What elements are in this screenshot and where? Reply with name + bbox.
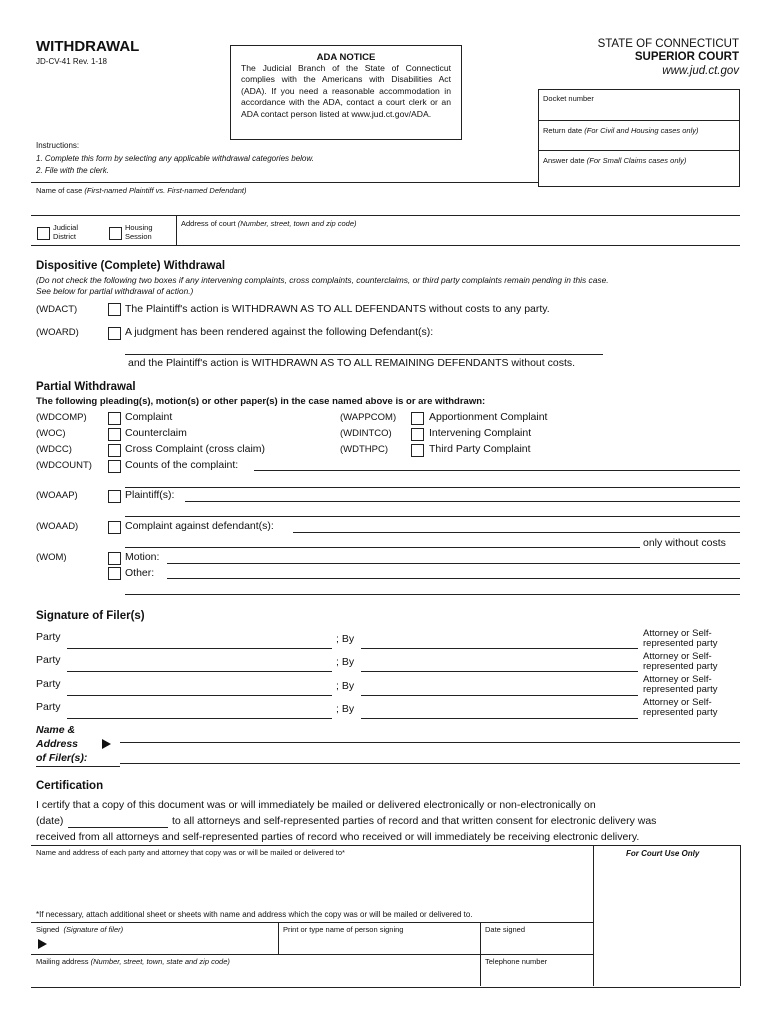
other-input[interactable]: [167, 566, 740, 579]
court-address-field[interactable]: [181, 219, 357, 228]
wdcomp-code: (WDCOMP): [36, 412, 87, 423]
party-label: Party: [36, 631, 61, 643]
state-name: STATE OF CONNECTICUT: [597, 38, 739, 50]
plaintiffs-input[interactable]: [185, 489, 740, 502]
wappcom-checkbox[interactable]: [411, 412, 424, 425]
partial-heading: Partial Withdrawal: [36, 381, 136, 393]
motion-input[interactable]: [167, 551, 740, 564]
filer-name-address-input-line-2[interactable]: [120, 751, 740, 764]
wom-code: (WOM): [36, 552, 67, 563]
housing-session-checkbox[interactable]: [109, 227, 122, 240]
certification-heading: Certification: [36, 780, 104, 792]
certification-date-input[interactable]: [68, 815, 168, 828]
wappcom-code: (WAPPCOM): [340, 412, 397, 423]
motion-checkbox[interactable]: [108, 552, 121, 565]
woc-code: (WOC): [36, 428, 66, 439]
ada-notice-box: [230, 45, 462, 140]
woaad-label: Complaint against defendant(s):: [125, 520, 274, 532]
woard-checkbox[interactable]: [108, 327, 121, 340]
partial-subheading: The following pleading(s), motion(s) or other paper(s) in the case named above is or are withdrawn:: [36, 396, 486, 407]
signed-label: Signed: [36, 925, 60, 934]
court-website[interactable]: www.jud.ct.gov: [662, 65, 739, 77]
wdthpc-code: (WDTHPC): [340, 444, 389, 455]
attorney-role-label: Attorney or Self-represented party: [643, 674, 718, 695]
instructions-step-2: 2. File with the clerk.: [36, 166, 109, 175]
attorney-role-label: Attorney or Self-represented party: [643, 651, 718, 672]
party-input[interactable]: [67, 659, 332, 672]
party-label: Party: [36, 678, 61, 690]
woaap-checkbox[interactable]: [108, 490, 121, 503]
dispositive-note-1: (Do not check the following two boxes if any intervening complaints, cross complaints, counterclaims, or third party complaints remain pending in this case.: [36, 275, 609, 285]
wdcount-label: Counts of the complaint:: [125, 459, 239, 471]
mailing-address-note: (Number, street, town, state and zip code): [90, 957, 230, 966]
return-date-note: (For Civil and Housing cases only): [584, 126, 699, 135]
form-id: JD-CV-41 Rev. 1-18: [36, 57, 107, 66]
other-checkbox[interactable]: [108, 567, 121, 580]
party-input[interactable]: [67, 636, 332, 649]
only-without-costs-text: only without costs: [643, 537, 726, 549]
arrow-right-icon: [102, 739, 111, 749]
signed-field[interactable]: [36, 925, 123, 934]
return-date-field[interactable]: [543, 126, 699, 135]
woaap-label: Plaintiff(s):: [125, 489, 175, 501]
mail-to-field[interactable]: Name and address of each party and attorney that copy was or will be mailed or delivered to*: [36, 848, 345, 857]
docket-number-label: Docket number: [543, 94, 594, 103]
by-input[interactable]: [361, 636, 638, 649]
party-label: Party: [36, 701, 61, 713]
by-input[interactable]: [361, 706, 638, 719]
dispositive-note-2: See below for partial withdrawal of action.): [36, 286, 194, 296]
wdintco-checkbox[interactable]: [411, 428, 424, 441]
date-signed-field[interactable]: Date signed: [485, 925, 526, 934]
telephone-field[interactable]: Telephone number: [485, 957, 548, 966]
signed-note: (Signature of filer): [63, 925, 124, 934]
judgment-defendants-input[interactable]: [125, 342, 603, 355]
wdthpc-checkbox[interactable]: [411, 444, 424, 457]
by-input[interactable]: [361, 659, 638, 672]
filer-name-address-underline: [36, 754, 120, 767]
party-input[interactable]: [67, 683, 332, 696]
form-title: WITHDRAWAL: [36, 38, 140, 55]
case-name-label: Name of case: [36, 186, 83, 195]
wdcomp-label: Complaint: [125, 411, 173, 423]
wdcount-checkbox[interactable]: [108, 460, 121, 473]
court-name: SUPERIOR COURT: [634, 51, 739, 63]
docket-dates-box: [538, 89, 740, 187]
woaad-checkbox[interactable]: [108, 521, 121, 534]
certification-line-3: received from all attorneys and self-represented parties of record who received or will immediately be receiving electronic delivery.: [36, 831, 640, 843]
court-address-note: (Number, street, town and zip code): [237, 219, 357, 228]
wdthpc-label: Third Party Complaint: [429, 443, 531, 455]
wdcomp-checkbox[interactable]: [108, 412, 121, 425]
by-label: ; By: [336, 680, 355, 692]
signature-heading: Signature of Filer(s): [36, 610, 145, 622]
case-name-note: (First-named Plaintiff vs. First-named Defendant): [84, 186, 247, 195]
complaint-against-defendants-input-line-2[interactable]: [125, 536, 640, 548]
court-address-label: Address of court: [181, 219, 236, 228]
filer-name-address-label: Name & Address of Filer(s):: [36, 724, 88, 764]
wdcount-code: (WDCOUNT): [36, 460, 92, 471]
answer-date-label: Answer date: [543, 156, 585, 165]
woaap-code: (WOAAP): [36, 490, 78, 501]
by-input[interactable]: [361, 683, 638, 696]
ada-notice-body: The Judicial Branch of the State of Connecticut complies with the Americans with Disabilities Act (ADA). If you need a reasonable accommodation in accordance with the ADA, contact a court clerk or an ADA contact person listed at www.jud.ct.gov/ADA.: [241, 63, 451, 119]
woc-checkbox[interactable]: [108, 428, 121, 441]
judicial-district-checkbox[interactable]: [37, 227, 50, 240]
motion-label: Motion:: [125, 551, 160, 563]
footnote: *If necessary, attach additional sheet or sheets with name and address which the copy was or will be mailed or delivered to.: [36, 910, 473, 919]
complaint-against-defendants-input[interactable]: [293, 520, 740, 533]
answer-date-field[interactable]: [543, 156, 686, 165]
counts-input[interactable]: [254, 459, 740, 471]
by-label: ; By: [336, 633, 355, 645]
wappcom-label: Apportionment Complaint: [429, 411, 548, 423]
wdintco-code: (WDINTCO): [340, 428, 392, 439]
filer-name-address-input[interactable]: [120, 730, 740, 743]
instructions-step-1: 1. Complete this form by selecting any applicable withdrawal categories below.: [36, 154, 314, 163]
mailing-address-label: Mailing address: [36, 957, 89, 966]
wdcc-checkbox[interactable]: [108, 444, 121, 457]
mailing-address-field[interactable]: [36, 957, 230, 966]
plaintiffs-input-line-2[interactable]: [125, 506, 740, 517]
attorney-role-label: Attorney or Self-represented party: [643, 628, 718, 649]
wdintco-label: Intervening Complaint: [429, 427, 532, 439]
counts-input-line-2[interactable]: [125, 476, 740, 488]
remaining-defendants-text: and the Plaintiff's action is WITHDRAWN AS TO ALL REMAINING DEFENDANTS without costs.: [128, 357, 576, 369]
court-use-label: For Court Use Only: [626, 849, 700, 858]
print-name-field[interactable]: Print or type name of person signing: [283, 925, 404, 934]
by-label: ; By: [336, 703, 355, 715]
case-name-field[interactable]: [36, 186, 247, 195]
other-label: Other:: [125, 567, 155, 579]
other-input-line-2[interactable]: [125, 583, 740, 595]
party-input[interactable]: [67, 706, 332, 719]
certification-line-1: I certify that a copy of this document was or will immediately be mailed or delivered electronically or non-electronically on: [36, 799, 596, 811]
party-label: Party: [36, 654, 61, 666]
judicial-district-label: Judicial District: [53, 223, 79, 241]
woard-text: A judgment has been rendered against the following Defendant(s):: [125, 326, 434, 338]
wdact-text: The Plaintiff's action is WITHDRAWN AS TO ALL DEFENDANTS without costs to any party.: [125, 303, 550, 315]
attorney-role-label: Attorney or Self-represented party: [643, 697, 718, 718]
certification-line-2: to all attorneys and self-represented parties of record and that written consent for electronic delivery was: [172, 815, 657, 827]
answer-date-note: (For Small Claims cases only): [586, 156, 687, 165]
arrow-right-icon: [38, 939, 47, 949]
wdact-checkbox[interactable]: [108, 303, 121, 316]
housing-session-label: Housing Session: [125, 223, 153, 241]
woard-code: (WOARD): [36, 327, 79, 338]
dispositive-heading: Dispositive (Complete) Withdrawal: [36, 260, 226, 272]
woaad-code: (WOAAD): [36, 521, 79, 532]
woc-label: Counterclaim: [125, 427, 187, 439]
instructions-heading: Instructions:: [36, 141, 80, 150]
return-date-label: Return date: [543, 126, 583, 135]
certification-date-label: (date): [36, 815, 64, 827]
wdcc-label: Cross Complaint (cross claim): [125, 443, 266, 455]
docket-number-field[interactable]: [543, 94, 594, 103]
wdcc-code: (WDCC): [36, 444, 72, 455]
ada-notice-title: ADA NOTICE: [316, 52, 376, 63]
by-label: ; By: [336, 656, 355, 668]
wdact-code: (WDACT): [36, 304, 78, 315]
